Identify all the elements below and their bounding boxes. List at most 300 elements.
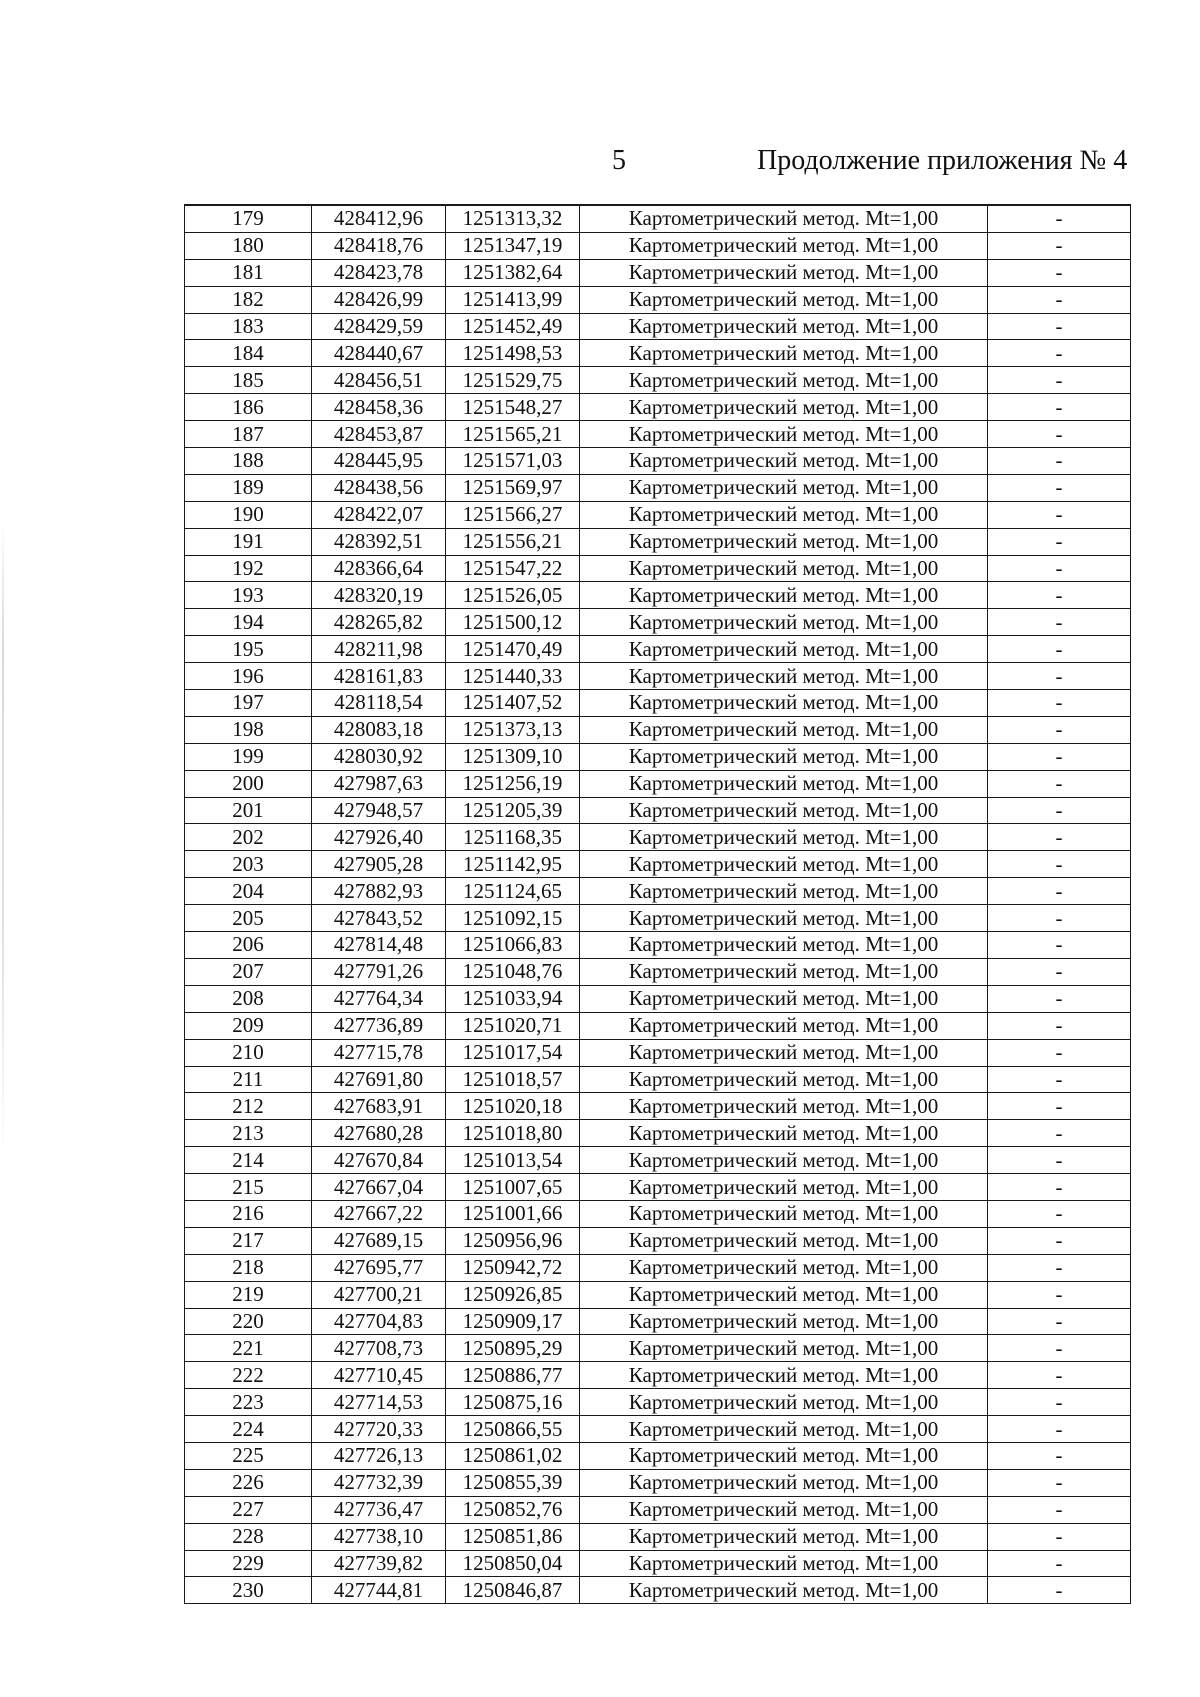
cell-point-number: 222: [185, 1362, 312, 1389]
cell-x-coordinate: 428453,87: [312, 421, 446, 448]
cell-note: -: [988, 1389, 1131, 1416]
cell-method: Картометрический метод. Mt=1,00: [580, 1442, 988, 1469]
cell-method: Картометрический метод. Mt=1,00: [580, 1200, 988, 1227]
cell-point-number: 180: [185, 232, 312, 259]
cell-y-coordinate: 1251013,54: [446, 1147, 580, 1174]
cell-x-coordinate: 427738,10: [312, 1523, 446, 1550]
table-row: [185, 1012, 1131, 1039]
cell-y-coordinate: 1251547,22: [446, 555, 580, 582]
cell-method: Картометрический метод. Mt=1,00: [580, 1362, 988, 1389]
table-row: [185, 985, 1131, 1012]
cell-method: Картометрический метод. Mt=1,00: [580, 340, 988, 367]
cell-note: -: [988, 690, 1131, 717]
cell-note: -: [988, 851, 1131, 878]
table-row: [185, 905, 1131, 932]
cell-x-coordinate: 428412,96: [312, 205, 446, 232]
table-row: [185, 636, 1131, 663]
cell-method: Картометрический метод. Mt=1,00: [580, 1039, 988, 1066]
cell-method: Картометрический метод. Mt=1,00: [580, 421, 988, 448]
cell-point-number: 217: [185, 1227, 312, 1254]
cell-x-coordinate: 427680,28: [312, 1120, 446, 1147]
cell-point-number: 197: [185, 690, 312, 717]
table-row: [185, 1550, 1131, 1577]
cell-y-coordinate: 1251018,80: [446, 1120, 580, 1147]
cell-y-coordinate: 1250886,77: [446, 1362, 580, 1389]
cell-method: Картометрический метод. Mt=1,00: [580, 232, 988, 259]
cell-x-coordinate: 427736,47: [312, 1496, 446, 1523]
cell-note: -: [988, 313, 1131, 340]
cell-method: Картометрический метод. Mt=1,00: [580, 286, 988, 313]
cell-y-coordinate: 1251033,94: [446, 985, 580, 1012]
cell-method: Картометрический метод. Mt=1,00: [580, 609, 988, 636]
cell-y-coordinate: 1251571,03: [446, 448, 580, 475]
table-row: [185, 1362, 1131, 1389]
cell-note: -: [988, 985, 1131, 1012]
cell-note: -: [988, 1362, 1131, 1389]
cell-point-number: 179: [185, 205, 312, 232]
table-row: [185, 1308, 1131, 1335]
cell-y-coordinate: 1251256,19: [446, 770, 580, 797]
cell-x-coordinate: 427843,52: [312, 905, 446, 932]
table-row: [185, 797, 1131, 824]
cell-note: -: [988, 1093, 1131, 1120]
cell-note: -: [988, 663, 1131, 690]
cell-x-coordinate: 427744,81: [312, 1577, 446, 1604]
cell-x-coordinate: 428392,51: [312, 528, 446, 555]
table-row: [185, 313, 1131, 340]
cell-note: -: [988, 421, 1131, 448]
cell-note: -: [988, 1469, 1131, 1496]
cell-y-coordinate: 1251313,32: [446, 205, 580, 232]
cell-x-coordinate: 428418,76: [312, 232, 446, 259]
table-row: [185, 501, 1131, 528]
cell-y-coordinate: 1251018,57: [446, 1066, 580, 1093]
cell-y-coordinate: 1251569,97: [446, 474, 580, 501]
cell-x-coordinate: 427670,84: [312, 1147, 446, 1174]
cell-point-number: 188: [185, 448, 312, 475]
cell-method: Картометрический метод. Mt=1,00: [580, 1093, 988, 1120]
cell-x-coordinate: 427689,15: [312, 1227, 446, 1254]
cell-x-coordinate: 427683,91: [312, 1093, 446, 1120]
cell-y-coordinate: 1251566,27: [446, 501, 580, 528]
cell-y-coordinate: 1250866,55: [446, 1416, 580, 1443]
cell-note: -: [988, 743, 1131, 770]
cell-note: -: [988, 1523, 1131, 1550]
cell-method: Картометрический метод. Mt=1,00: [580, 501, 988, 528]
cell-x-coordinate: 427667,04: [312, 1174, 446, 1201]
cell-method: Картометрический метод. Mt=1,00: [580, 1389, 988, 1416]
cell-x-coordinate: 428423,78: [312, 259, 446, 286]
cell-point-number: 195: [185, 636, 312, 663]
table-row: [185, 1442, 1131, 1469]
cell-point-number: 209: [185, 1012, 312, 1039]
cell-method: Картометрический метод. Mt=1,00: [580, 770, 988, 797]
cell-note: -: [988, 1200, 1131, 1227]
table-row: [185, 555, 1131, 582]
cell-note: -: [988, 1442, 1131, 1469]
cell-y-coordinate: 1250855,39: [446, 1469, 580, 1496]
table-row: [185, 1469, 1131, 1496]
cell-point-number: 183: [185, 313, 312, 340]
cell-method: Картометрический метод. Mt=1,00: [580, 636, 988, 663]
cell-point-number: 196: [185, 663, 312, 690]
cell-method: Картометрический метод. Mt=1,00: [580, 663, 988, 690]
cell-method: Картометрический метод. Mt=1,00: [580, 394, 988, 421]
cell-method: Картометрический метод. Mt=1,00: [580, 582, 988, 609]
cell-point-number: 192: [185, 555, 312, 582]
cell-method: Картометрический метод. Mt=1,00: [580, 1550, 988, 1577]
cell-x-coordinate: 428458,36: [312, 394, 446, 421]
cell-point-number: 221: [185, 1335, 312, 1362]
cell-x-coordinate: 428265,82: [312, 609, 446, 636]
cell-note: -: [988, 1281, 1131, 1308]
table-row: [185, 716, 1131, 743]
cell-method: Картометрический метод. Mt=1,00: [580, 1147, 988, 1174]
cell-x-coordinate: 428211,98: [312, 636, 446, 663]
cell-x-coordinate: 427708,73: [312, 1335, 446, 1362]
cell-point-number: 187: [185, 421, 312, 448]
cell-method: Картометрический метод. Mt=1,00: [580, 905, 988, 932]
cell-x-coordinate: 428366,64: [312, 555, 446, 582]
cell-x-coordinate: 428161,83: [312, 663, 446, 690]
cell-note: -: [988, 1308, 1131, 1335]
table-row: [185, 232, 1131, 259]
cell-note: -: [988, 824, 1131, 851]
cell-x-coordinate: 427926,40: [312, 824, 446, 851]
cell-x-coordinate: 428438,56: [312, 474, 446, 501]
cell-note: -: [988, 205, 1131, 232]
cell-y-coordinate: 1251347,19: [446, 232, 580, 259]
table-row: [185, 770, 1131, 797]
cell-x-coordinate: 427814,48: [312, 932, 446, 959]
table-row: [185, 1254, 1131, 1281]
cell-y-coordinate: 1251142,95: [446, 851, 580, 878]
cell-x-coordinate: 427905,28: [312, 851, 446, 878]
cell-y-coordinate: 1251565,21: [446, 421, 580, 448]
table-row: [185, 1066, 1131, 1093]
table-row: [185, 1200, 1131, 1227]
cell-x-coordinate: 428456,51: [312, 367, 446, 394]
cell-point-number: 213: [185, 1120, 312, 1147]
cell-note: -: [988, 1227, 1131, 1254]
cell-note: -: [988, 528, 1131, 555]
cell-x-coordinate: 427948,57: [312, 797, 446, 824]
cell-y-coordinate: 1251529,75: [446, 367, 580, 394]
cell-x-coordinate: 428429,59: [312, 313, 446, 340]
table-row: [185, 1281, 1131, 1308]
table-row: [185, 958, 1131, 985]
cell-point-number: 226: [185, 1469, 312, 1496]
cell-note: -: [988, 501, 1131, 528]
table-row: [185, 690, 1131, 717]
cell-note: -: [988, 770, 1131, 797]
cell-point-number: 193: [185, 582, 312, 609]
cell-y-coordinate: 1250942,72: [446, 1254, 580, 1281]
cell-method: Картометрический метод. Mt=1,00: [580, 1227, 988, 1254]
cell-x-coordinate: 427667,22: [312, 1200, 446, 1227]
page-header-title: Продолжение приложения № 4: [757, 145, 1128, 176]
cell-point-number: 219: [185, 1281, 312, 1308]
table-row: [185, 1227, 1131, 1254]
cell-y-coordinate: 1250861,02: [446, 1442, 580, 1469]
cell-y-coordinate: 1251205,39: [446, 797, 580, 824]
cell-point-number: 207: [185, 958, 312, 985]
cell-point-number: 201: [185, 797, 312, 824]
table-row: [185, 421, 1131, 448]
cell-point-number: 198: [185, 716, 312, 743]
table-row: [185, 1496, 1131, 1523]
cell-point-number: 186: [185, 394, 312, 421]
cell-y-coordinate: 1251168,35: [446, 824, 580, 851]
cell-method: Картометрический метод. Mt=1,00: [580, 448, 988, 475]
coordinates-table: [184, 204, 1131, 1604]
cell-note: -: [988, 232, 1131, 259]
cell-note: -: [988, 394, 1131, 421]
cell-method: Картометрический метод. Mt=1,00: [580, 555, 988, 582]
cell-note: -: [988, 1174, 1131, 1201]
cell-method: Картометрический метод. Mt=1,00: [580, 1469, 988, 1496]
cell-x-coordinate: 427739,82: [312, 1550, 446, 1577]
cell-point-number: 181: [185, 259, 312, 286]
cell-note: -: [988, 1120, 1131, 1147]
cell-method: Картометрический метод. Mt=1,00: [580, 1012, 988, 1039]
cell-point-number: 223: [185, 1389, 312, 1416]
cell-point-number: 224: [185, 1416, 312, 1443]
cell-method: Картометрический метод. Mt=1,00: [580, 205, 988, 232]
cell-y-coordinate: 1251007,65: [446, 1174, 580, 1201]
cell-method: Картометрический метод. Mt=1,00: [580, 1523, 988, 1550]
cell-note: -: [988, 1416, 1131, 1443]
table-row: [185, 1093, 1131, 1120]
cell-point-number: 194: [185, 609, 312, 636]
page-number: 5: [612, 145, 626, 176]
cell-point-number: 190: [185, 501, 312, 528]
cell-point-number: 204: [185, 878, 312, 905]
cell-y-coordinate: 1251017,54: [446, 1039, 580, 1066]
cell-x-coordinate: 427791,26: [312, 958, 446, 985]
cell-note: -: [988, 1254, 1131, 1281]
cell-y-coordinate: 1250850,04: [446, 1550, 580, 1577]
table-row: [185, 1147, 1131, 1174]
cell-point-number: 216: [185, 1200, 312, 1227]
table-row: [185, 851, 1131, 878]
cell-x-coordinate: 427732,39: [312, 1469, 446, 1496]
cell-method: Картометрический метод. Mt=1,00: [580, 367, 988, 394]
table-row: [185, 609, 1131, 636]
cell-y-coordinate: 1251048,76: [446, 958, 580, 985]
cell-y-coordinate: 1251413,99: [446, 286, 580, 313]
cell-note: -: [988, 340, 1131, 367]
cell-y-coordinate: 1251066,83: [446, 932, 580, 959]
table-row: [185, 205, 1131, 232]
cell-method: Картометрический метод. Mt=1,00: [580, 1308, 988, 1335]
cell-y-coordinate: 1251470,49: [446, 636, 580, 663]
cell-point-number: 202: [185, 824, 312, 851]
cell-y-coordinate: 1250909,17: [446, 1308, 580, 1335]
cell-x-coordinate: 427704,83: [312, 1308, 446, 1335]
cell-y-coordinate: 1251309,10: [446, 743, 580, 770]
cell-method: Картометрический метод. Mt=1,00: [580, 985, 988, 1012]
cell-y-coordinate: 1250875,16: [446, 1389, 580, 1416]
table-row: [185, 932, 1131, 959]
cell-y-coordinate: 1250926,85: [446, 1281, 580, 1308]
cell-method: Картометрический метод. Mt=1,00: [580, 1577, 988, 1604]
cell-point-number: 199: [185, 743, 312, 770]
cell-method: Картометрический метод. Mt=1,00: [580, 958, 988, 985]
cell-point-number: 230: [185, 1577, 312, 1604]
cell-point-number: 206: [185, 932, 312, 959]
cell-x-coordinate: 428030,92: [312, 743, 446, 770]
cell-point-number: 182: [185, 286, 312, 313]
cell-point-number: 205: [185, 905, 312, 932]
cell-point-number: 191: [185, 528, 312, 555]
cell-y-coordinate: 1250846,87: [446, 1577, 580, 1604]
cell-note: -: [988, 582, 1131, 609]
cell-y-coordinate: 1251020,18: [446, 1093, 580, 1120]
cell-note: -: [988, 1577, 1131, 1604]
cell-method: Картометрический метод. Mt=1,00: [580, 1335, 988, 1362]
table-row: [185, 474, 1131, 501]
cell-y-coordinate: 1251001,66: [446, 1200, 580, 1227]
cell-note: -: [988, 367, 1131, 394]
table-row: [185, 1389, 1131, 1416]
cell-method: Картометрический метод. Mt=1,00: [580, 1416, 988, 1443]
table-row: [185, 1335, 1131, 1362]
cell-x-coordinate: 427726,13: [312, 1442, 446, 1469]
table-row: [185, 1523, 1131, 1550]
cell-point-number: 220: [185, 1308, 312, 1335]
cell-note: -: [988, 555, 1131, 582]
cell-x-coordinate: 427715,78: [312, 1039, 446, 1066]
cell-note: -: [988, 1496, 1131, 1523]
cell-x-coordinate: 427882,93: [312, 878, 446, 905]
cell-y-coordinate: 1250956,96: [446, 1227, 580, 1254]
cell-y-coordinate: 1251500,12: [446, 609, 580, 636]
table-row: [185, 394, 1131, 421]
cell-note: -: [988, 797, 1131, 824]
cell-y-coordinate: 1250852,76: [446, 1496, 580, 1523]
cell-x-coordinate: 428445,95: [312, 448, 446, 475]
cell-note: -: [988, 932, 1131, 959]
cell-note: -: [988, 958, 1131, 985]
cell-point-number: 229: [185, 1550, 312, 1577]
cell-point-number: 184: [185, 340, 312, 367]
table-row: [185, 878, 1131, 905]
cell-note: -: [988, 1066, 1131, 1093]
cell-x-coordinate: 427987,63: [312, 770, 446, 797]
cell-note: -: [988, 878, 1131, 905]
cell-method: Картометрический метод. Mt=1,00: [580, 1281, 988, 1308]
table-row: [185, 367, 1131, 394]
cell-x-coordinate: 427691,80: [312, 1066, 446, 1093]
cell-method: Картометрический метод. Mt=1,00: [580, 1254, 988, 1281]
cell-point-number: 200: [185, 770, 312, 797]
cell-x-coordinate: 427720,33: [312, 1416, 446, 1443]
table-row: [185, 259, 1131, 286]
scan-edge-shadow: [2, 520, 4, 1160]
cell-method: Картометрический метод. Mt=1,00: [580, 743, 988, 770]
cell-note: -: [988, 286, 1131, 313]
cell-method: Картометрический метод. Mt=1,00: [580, 1066, 988, 1093]
cell-x-coordinate: 427695,77: [312, 1254, 446, 1281]
cell-y-coordinate: 1251556,21: [446, 528, 580, 555]
cell-x-coordinate: 427764,34: [312, 985, 446, 1012]
coordinates-table-body: [185, 205, 1131, 1604]
cell-note: -: [988, 609, 1131, 636]
cell-method: Картометрический метод. Mt=1,00: [580, 259, 988, 286]
table-row: [185, 582, 1131, 609]
cell-y-coordinate: 1251382,64: [446, 259, 580, 286]
cell-note: -: [988, 636, 1131, 663]
table-row: [185, 1120, 1131, 1147]
table-row: [185, 340, 1131, 367]
cell-y-coordinate: 1250851,86: [446, 1523, 580, 1550]
cell-x-coordinate: 428320,19: [312, 582, 446, 609]
table-row: [185, 528, 1131, 555]
cell-note: -: [988, 448, 1131, 475]
cell-y-coordinate: 1251124,65: [446, 878, 580, 905]
table-row: [185, 1174, 1131, 1201]
cell-point-number: 218: [185, 1254, 312, 1281]
cell-method: Картометрический метод. Mt=1,00: [580, 824, 988, 851]
cell-method: Картометрический метод. Mt=1,00: [580, 851, 988, 878]
table-row: [185, 448, 1131, 475]
cell-note: -: [988, 1012, 1131, 1039]
cell-point-number: 212: [185, 1093, 312, 1120]
cell-point-number: 214: [185, 1147, 312, 1174]
cell-point-number: 203: [185, 851, 312, 878]
table-row: [185, 1039, 1131, 1066]
cell-method: Картометрический метод. Mt=1,00: [580, 313, 988, 340]
cell-method: Картометрический метод. Mt=1,00: [580, 716, 988, 743]
cell-method: Картометрический метод. Mt=1,00: [580, 1496, 988, 1523]
table-row: [185, 743, 1131, 770]
cell-y-coordinate: 1251440,33: [446, 663, 580, 690]
table-row: [185, 286, 1131, 313]
cell-method: Картометрический метод. Mt=1,00: [580, 690, 988, 717]
cell-y-coordinate: 1251407,52: [446, 690, 580, 717]
cell-point-number: 211: [185, 1066, 312, 1093]
cell-y-coordinate: 1251092,15: [446, 905, 580, 932]
cell-note: -: [988, 716, 1131, 743]
cell-method: Картометрический метод. Mt=1,00: [580, 1120, 988, 1147]
table-row: [185, 1416, 1131, 1443]
cell-x-coordinate: 427714,53: [312, 1389, 446, 1416]
cell-point-number: 185: [185, 367, 312, 394]
cell-y-coordinate: 1251498,53: [446, 340, 580, 367]
cell-x-coordinate: 427710,45: [312, 1362, 446, 1389]
cell-method: Картометрический метод. Mt=1,00: [580, 878, 988, 905]
table-row: [185, 824, 1131, 851]
cell-point-number: 210: [185, 1039, 312, 1066]
cell-x-coordinate: 427736,89: [312, 1012, 446, 1039]
cell-point-number: 227: [185, 1496, 312, 1523]
cell-point-number: 225: [185, 1442, 312, 1469]
cell-y-coordinate: 1251526,05: [446, 582, 580, 609]
cell-method: Картометрический метод. Mt=1,00: [580, 1174, 988, 1201]
cell-y-coordinate: 1251548,27: [446, 394, 580, 421]
cell-y-coordinate: 1251020,71: [446, 1012, 580, 1039]
cell-point-number: 228: [185, 1523, 312, 1550]
cell-point-number: 208: [185, 985, 312, 1012]
cell-method: Картометрический метод. Mt=1,00: [580, 474, 988, 501]
cell-note: -: [988, 1550, 1131, 1577]
table-row: [185, 1577, 1131, 1604]
cell-note: -: [988, 1147, 1131, 1174]
cell-note: -: [988, 905, 1131, 932]
cell-method: Картометрический метод. Mt=1,00: [580, 528, 988, 555]
cell-y-coordinate: 1251373,13: [446, 716, 580, 743]
